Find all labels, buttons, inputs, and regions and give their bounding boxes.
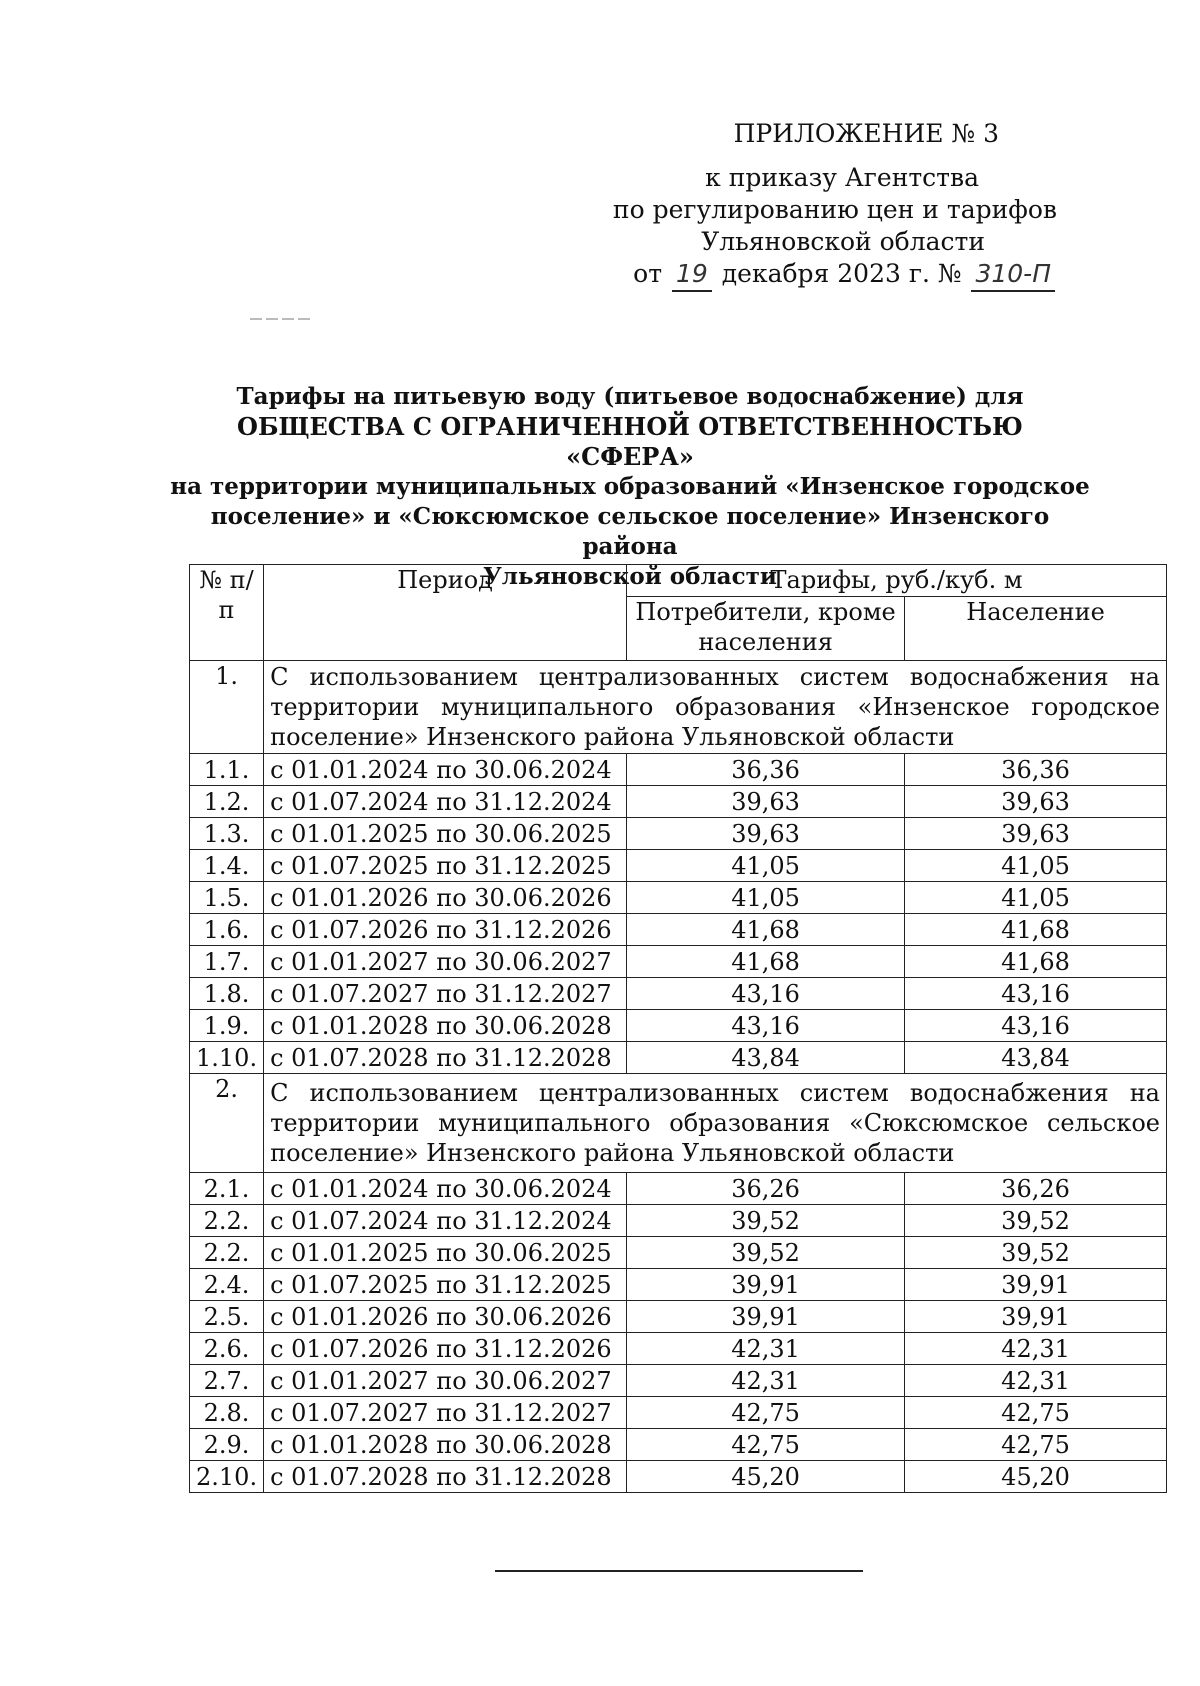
header-consumers: Потребители, кроме населения: [627, 597, 905, 661]
row-period: с 01.07.2028 по 31.12.2028: [264, 1042, 627, 1074]
row-period: с 01.01.2025 по 30.06.2025: [264, 1237, 627, 1269]
heading-line-1: Тарифы на питьевую воду (питьевое водоснабжение) для: [236, 383, 1024, 410]
section-row: [190, 1074, 1167, 1173]
row-population-tariff: 39,63: [905, 786, 1167, 818]
table-row: [190, 914, 1167, 946]
section-title: С использованием централизованных систем водоснабжения на территории муниципального образования «Сюксюмское сельское поселение» Инзенского района Ульяновской области: [264, 1074, 1167, 1173]
heading-line-2: ОБЩЕСТВА С ОГРАНИЧЕННОЙ ОТВЕТСТВЕННОСТЬЮ «СФЕРА»: [237, 412, 1023, 471]
scan-mark: [250, 318, 310, 320]
annex-line-2: по регулированию цен и тарифов: [612, 195, 1057, 224]
row-consumers-tariff: 45,20: [627, 1461, 905, 1493]
heading-line-3: на территории муниципальных образований «Инзенское городское: [170, 473, 1090, 500]
row-consumers-tariff: 41,68: [627, 914, 905, 946]
table-row: [190, 1237, 1167, 1269]
row-population-tariff: 36,26: [905, 1173, 1167, 1205]
row-period: с 01.07.2026 по 31.12.2026: [264, 1333, 627, 1365]
row-period: с 01.01.2025 по 30.06.2025: [264, 818, 627, 850]
row-number: 2.4.: [190, 1269, 264, 1301]
row-consumers-tariff: 42,31: [627, 1365, 905, 1397]
document-heading: [170, 382, 1090, 592]
table-row: [190, 1269, 1167, 1301]
date-prefix: от: [633, 259, 663, 288]
row-period: с 01.07.2025 по 31.12.2025: [264, 850, 627, 882]
table-row: [190, 1205, 1167, 1237]
row-consumers-tariff: 42,31: [627, 1333, 905, 1365]
row-period: с 01.01.2024 по 30.06.2024: [264, 1173, 627, 1205]
table-row: [190, 818, 1167, 850]
row-number: 1.10.: [190, 1042, 264, 1074]
row-population-tariff: 43,84: [905, 1042, 1167, 1074]
row-population-tariff: 41,68: [905, 914, 1167, 946]
row-population-tariff: 42,75: [905, 1429, 1167, 1461]
row-consumers-tariff: 39,52: [627, 1237, 905, 1269]
table-row: [190, 1333, 1167, 1365]
row-period: с 01.07.2027 по 31.12.2027: [264, 1397, 627, 1429]
table-row: [190, 1365, 1167, 1397]
row-consumers-tariff: 41,05: [627, 850, 905, 882]
row-number: 2.2.: [190, 1205, 264, 1237]
row-consumers-tariff: 42,75: [627, 1397, 905, 1429]
row-period: с 01.01.2028 по 30.06.2028: [264, 1010, 627, 1042]
order-number-handwritten: 310-П: [971, 258, 1055, 292]
row-number: 1.8.: [190, 978, 264, 1010]
row-period: с 01.01.2027 по 30.06.2027: [264, 946, 627, 978]
row-number: 1.5.: [190, 882, 264, 914]
date-rest: декабря 2023 г. №: [721, 259, 962, 288]
row-consumers-tariff: 43,16: [627, 1010, 905, 1042]
row-consumers-tariff: 41,05: [627, 882, 905, 914]
table-row: [190, 1173, 1167, 1205]
row-period: с 01.07.2027 по 31.12.2027: [264, 978, 627, 1010]
row-period: с 01.07.2028 по 31.12.2028: [264, 1461, 627, 1493]
tariffs-table: [189, 564, 1167, 1493]
row-period: с 01.01.2024 по 30.06.2024: [264, 754, 627, 786]
table-row: [190, 1010, 1167, 1042]
header-tariffs: Тарифы, руб./куб. м: [627, 565, 1167, 597]
table-row: [190, 1429, 1167, 1461]
heading-line-5: Ульяновской области: [483, 563, 777, 590]
row-number: 2.1.: [190, 1173, 264, 1205]
section-row: [190, 661, 1167, 754]
section-number: 1.: [190, 661, 264, 754]
end-rule: [495, 1570, 863, 1572]
row-number: 1.9.: [190, 1010, 264, 1042]
row-consumers-tariff: 39,63: [627, 818, 905, 850]
row-population-tariff: 39,52: [905, 1205, 1167, 1237]
row-number: 1.2.: [190, 786, 264, 818]
table-row: [190, 882, 1167, 914]
row-consumers-tariff: 43,84: [627, 1042, 905, 1074]
row-population-tariff: 43,16: [905, 1010, 1167, 1042]
annex-details: [597, 162, 1057, 292]
row-population-tariff: 36,36: [905, 754, 1167, 786]
row-period: с 01.01.2028 по 30.06.2028: [264, 1429, 627, 1461]
row-period: с 01.01.2026 по 30.06.2026: [264, 882, 627, 914]
table-row: [190, 1042, 1167, 1074]
row-population-tariff: 42,31: [905, 1365, 1167, 1397]
table-row: [190, 946, 1167, 978]
row-number: 2.8.: [190, 1397, 264, 1429]
row-population-tariff: 42,31: [905, 1333, 1167, 1365]
row-period: с 01.01.2026 по 30.06.2026: [264, 1301, 627, 1333]
row-period: с 01.01.2027 по 30.06.2027: [264, 1365, 627, 1397]
annex-title: ПРИЛОЖЕНИЕ № 3: [733, 119, 999, 148]
row-population-tariff: 39,52: [905, 1237, 1167, 1269]
row-number: 1.4.: [190, 850, 264, 882]
row-population-tariff: 43,16: [905, 978, 1167, 1010]
table-row: [190, 978, 1167, 1010]
section-number: 2.: [190, 1074, 264, 1173]
annex-line-3: Ульяновской области: [701, 227, 985, 256]
row-number: 2.5.: [190, 1301, 264, 1333]
row-number: 2.10.: [190, 1461, 264, 1493]
table-row: [190, 1397, 1167, 1429]
row-population-tariff: 39,91: [905, 1269, 1167, 1301]
table-header-row: [190, 565, 1167, 597]
row-population-tariff: 41,05: [905, 850, 1167, 882]
row-period: с 01.07.2024 по 31.12.2024: [264, 1205, 627, 1237]
table-row: [190, 1461, 1167, 1493]
row-population-tariff: 45,20: [905, 1461, 1167, 1493]
heading-line-4: поселение» и «Сюксюмское сельское поселение» Инзенского района: [210, 503, 1050, 560]
row-consumers-tariff: 36,36: [627, 754, 905, 786]
annex-line-1: к приказу Агентства: [705, 163, 979, 192]
row-consumers-tariff: 43,16: [627, 978, 905, 1010]
row-number: 1.7.: [190, 946, 264, 978]
table-row: [190, 754, 1167, 786]
row-consumers-tariff: 41,68: [627, 946, 905, 978]
row-consumers-tariff: 39,63: [627, 786, 905, 818]
row-population-tariff: 42,75: [905, 1397, 1167, 1429]
section-title: С использованием централизованных систем водоснабжения на территории муниципального образования «Инзенское городское поселение» Инзенского района Ульяновской области: [264, 661, 1167, 754]
row-consumers-tariff: 39,91: [627, 1301, 905, 1333]
row-number: 2.9.: [190, 1429, 264, 1461]
header-num: № п/п: [190, 565, 264, 661]
row-population-tariff: 41,68: [905, 946, 1167, 978]
date-day-handwritten: 19: [672, 258, 712, 292]
header-population: Население: [905, 597, 1167, 661]
row-period: с 01.07.2026 по 31.12.2026: [264, 914, 627, 946]
row-population-tariff: 41,05: [905, 882, 1167, 914]
row-consumers-tariff: 42,75: [627, 1429, 905, 1461]
row-consumers-tariff: 39,91: [627, 1269, 905, 1301]
row-number: 2.2.: [190, 1237, 264, 1269]
row-population-tariff: 39,91: [905, 1301, 1167, 1333]
row-period: с 01.07.2024 по 31.12.2024: [264, 786, 627, 818]
row-consumers-tariff: 39,52: [627, 1205, 905, 1237]
row-number: 2.6.: [190, 1333, 264, 1365]
row-population-tariff: 39,63: [905, 818, 1167, 850]
table-row: [190, 850, 1167, 882]
row-number: 1.3.: [190, 818, 264, 850]
table-row: [190, 1301, 1167, 1333]
row-number: 2.7.: [190, 1365, 264, 1397]
row-period: с 01.07.2025 по 31.12.2025: [264, 1269, 627, 1301]
row-consumers-tariff: 36,26: [627, 1173, 905, 1205]
row-number: 1.6.: [190, 914, 264, 946]
annex-date-line: [597, 258, 1057, 292]
header-period: Период: [264, 565, 627, 661]
table-row: [190, 786, 1167, 818]
row-number: 1.1.: [190, 754, 264, 786]
